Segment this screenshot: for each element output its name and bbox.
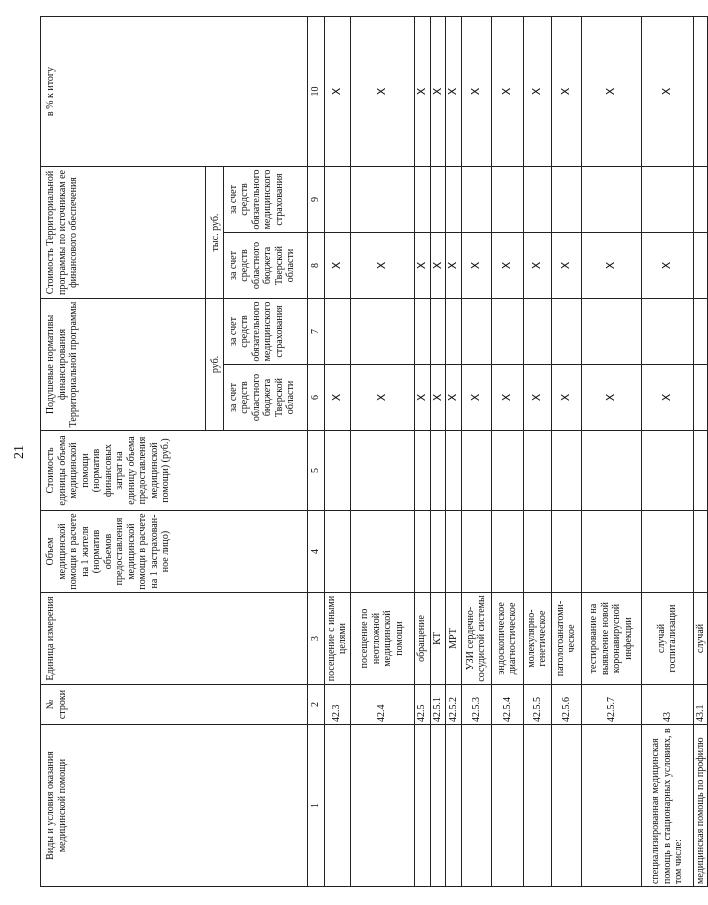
row-volume [693, 511, 708, 593]
row-norm-oms [581, 299, 641, 365]
row-unit: КТ [430, 593, 446, 685]
row-norm-oms [446, 299, 462, 365]
row-percent: X [446, 17, 462, 167]
row-unit: эндоскопическое диагностическое [491, 593, 523, 685]
row-percent: X [581, 17, 641, 167]
column-number: 3 [307, 593, 324, 685]
row-cost-regional: X [430, 233, 446, 299]
row-norm-regional: X [523, 365, 551, 431]
table-row [523, 17, 551, 887]
table-row [414, 17, 430, 887]
row-cost-oms [350, 167, 414, 233]
row-cost-oms [523, 167, 551, 233]
row-cost-oms [581, 167, 641, 233]
row-norm-oms [461, 299, 491, 365]
header-cost-oms: за счет средств обязательного медицинского страхования [223, 167, 307, 233]
row-norm-regional: X [430, 365, 446, 431]
column-number: 1 [307, 725, 324, 887]
row-norm-oms [350, 299, 414, 365]
row-cost-regional: X [324, 233, 350, 299]
row-norm-regional: X [641, 365, 693, 431]
row-unit: случай госпитализации [641, 593, 693, 685]
row-kind [461, 725, 491, 887]
header-group-cost: Стоимость Территориальной программы по источникам ее финансового обеспечения [41, 167, 206, 299]
rotated-table-container [40, 17, 706, 887]
row-norm-regional: X [324, 365, 350, 431]
header-unit-cost: Стоимость единицы объема медицинской помощи (норматив финансовых затрат на единицу объема предоставления медицинской помощи) (руб.) [41, 431, 308, 511]
row-cost-regional: X [414, 233, 430, 299]
header-cost-unit: тыс. руб. [206, 167, 224, 299]
row-unit-cost [693, 431, 708, 511]
row-volume [581, 511, 641, 593]
row-cost-regional: X [461, 233, 491, 299]
column-number-row [307, 17, 324, 887]
table-row [693, 17, 708, 887]
row-cost-regional: X [551, 233, 581, 299]
row-unit-cost [430, 431, 446, 511]
row-kind [324, 725, 350, 887]
row-unit: МРТ [446, 593, 462, 685]
row-norm-regional: X [461, 365, 491, 431]
row-kind [581, 725, 641, 887]
row-norm-oms [324, 299, 350, 365]
row-volume [551, 511, 581, 593]
row-kind: медицинская помощь по профилю [693, 725, 708, 887]
row-number: 42.5.2 [446, 685, 462, 725]
row-norm-oms [693, 299, 708, 365]
row-number: 42.5.6 [551, 685, 581, 725]
header-norm-regional: за счет средств областного бюджета Тверской области [223, 365, 307, 431]
row-volume [461, 511, 491, 593]
funding-table [40, 16, 708, 887]
row-unit-cost [581, 431, 641, 511]
row-norm-oms [491, 299, 523, 365]
column-number: 9 [307, 167, 324, 233]
row-percent: X [430, 17, 446, 167]
column-number: 6 [307, 365, 324, 431]
column-number: 7 [307, 299, 324, 365]
header-cost-regional: за счет средств областного бюджета Тверской области [223, 233, 307, 299]
row-unit-cost [491, 431, 523, 511]
row-cost-regional: X [641, 233, 693, 299]
row-norm-oms [641, 299, 693, 365]
header-group-norm: Подушевые нормативы финансирования Территориальной программы [41, 299, 206, 431]
row-number: 42.5.5 [523, 685, 551, 725]
row-unit-cost [350, 431, 414, 511]
table-row [350, 17, 414, 887]
header-unit: Единица измерения [41, 593, 308, 685]
column-number: 2 [307, 685, 324, 725]
row-volume [414, 511, 430, 593]
row-cost-regional: X [491, 233, 523, 299]
row-volume [430, 511, 446, 593]
row-number: 42.4 [350, 685, 414, 725]
row-volume [523, 511, 551, 593]
header-volume: Объем медицинской помощи в расчете на 1 жителя (норматив объемов предоставления медицинской помощи в расчете на 1 застрахован-ное лицо) [41, 511, 308, 593]
row-norm-regional: X [491, 365, 523, 431]
row-unit: случай [693, 593, 708, 685]
row-number: 42.3 [324, 685, 350, 725]
row-unit-cost [446, 431, 462, 511]
row-percent: X [324, 17, 350, 167]
column-number: 5 [307, 431, 324, 511]
row-unit: посещение с иными целями [324, 593, 350, 685]
row-unit: патологоанатоми-ческое [551, 593, 581, 685]
table-body [324, 17, 708, 887]
row-kind: специализированная медицинская помощь в стационарных условиях, в том числе: [641, 725, 693, 887]
table-row [324, 17, 350, 887]
row-norm-regional: X [350, 365, 414, 431]
row-norm-regional [693, 365, 708, 431]
row-number: 42.5.3 [461, 685, 491, 725]
row-unit-cost [523, 431, 551, 511]
row-cost-regional: X [350, 233, 414, 299]
row-unit: посещение по неотложной медицинской помощи [350, 593, 414, 685]
row-norm-regional: X [551, 365, 581, 431]
row-kind [430, 725, 446, 887]
table-row [551, 17, 581, 887]
row-cost-oms [430, 167, 446, 233]
row-percent: X [414, 17, 430, 167]
row-cost-oms [414, 167, 430, 233]
row-unit-cost [551, 431, 581, 511]
row-volume [350, 511, 414, 593]
row-percent: X [350, 17, 414, 167]
row-kind [414, 725, 430, 887]
row-unit: тестирование на выявление новой коронавирусной инфекции [581, 593, 641, 685]
table-row [446, 17, 462, 887]
table-row [461, 17, 491, 887]
header-kind: Виды и условия оказания медицинской помощи [41, 725, 308, 887]
column-number: 4 [307, 511, 324, 593]
row-number: 42.5 [414, 685, 430, 725]
page-number: 21 [12, 445, 27, 459]
row-volume [641, 511, 693, 593]
row-number: 42.5.4 [491, 685, 523, 725]
row-number: 42.5.7 [581, 685, 641, 725]
row-norm-oms [430, 299, 446, 365]
row-unit: обращение [414, 593, 430, 685]
table-row [641, 17, 693, 887]
row-unit: УЗИ сердечно-сосудистой системы [461, 593, 491, 685]
row-percent: X [641, 17, 693, 167]
header-percent: в % к итогу [41, 17, 308, 167]
table-row [491, 17, 523, 887]
row-number: 42.5.1 [430, 685, 446, 725]
row-cost-oms [446, 167, 462, 233]
row-percent: X [523, 17, 551, 167]
header-row-number: № строки [41, 685, 308, 725]
header-row-1 [41, 17, 206, 887]
row-cost-oms [641, 167, 693, 233]
row-percent: X [551, 17, 581, 167]
row-unit-cost [324, 431, 350, 511]
row-cost-oms [491, 167, 523, 233]
row-cost-regional: X [446, 233, 462, 299]
row-unit: молекулярно-генетическое [523, 593, 551, 685]
row-percent [693, 17, 708, 167]
row-volume [324, 511, 350, 593]
row-norm-regional: X [446, 365, 462, 431]
row-cost-oms [461, 167, 491, 233]
row-norm-regional: X [414, 365, 430, 431]
header-norm-oms: за счет средств обязательного медицинского страхования [223, 299, 307, 365]
header-norm-unit: руб. [206, 299, 224, 431]
row-cost-regional: X [523, 233, 551, 299]
row-norm-oms [414, 299, 430, 365]
row-cost-regional: X [581, 233, 641, 299]
row-volume [491, 511, 523, 593]
row-percent: X [461, 17, 491, 167]
table-row [430, 17, 446, 887]
table-row [581, 17, 641, 887]
row-percent: X [491, 17, 523, 167]
row-cost-oms [551, 167, 581, 233]
row-cost-oms [324, 167, 350, 233]
row-unit-cost [641, 431, 693, 511]
row-norm-oms [551, 299, 581, 365]
row-kind [446, 725, 462, 887]
column-number: 8 [307, 233, 324, 299]
row-kind [551, 725, 581, 887]
row-number: 43.1 [693, 685, 708, 725]
row-number: 43 [641, 685, 693, 725]
row-unit-cost [414, 431, 430, 511]
row-volume [446, 511, 462, 593]
row-cost-oms [693, 167, 708, 233]
row-kind [523, 725, 551, 887]
row-kind [350, 725, 414, 887]
row-norm-oms [523, 299, 551, 365]
row-unit-cost [461, 431, 491, 511]
row-cost-regional [693, 233, 708, 299]
row-norm-regional: X [581, 365, 641, 431]
column-number: 10 [307, 17, 324, 167]
row-kind [491, 725, 523, 887]
